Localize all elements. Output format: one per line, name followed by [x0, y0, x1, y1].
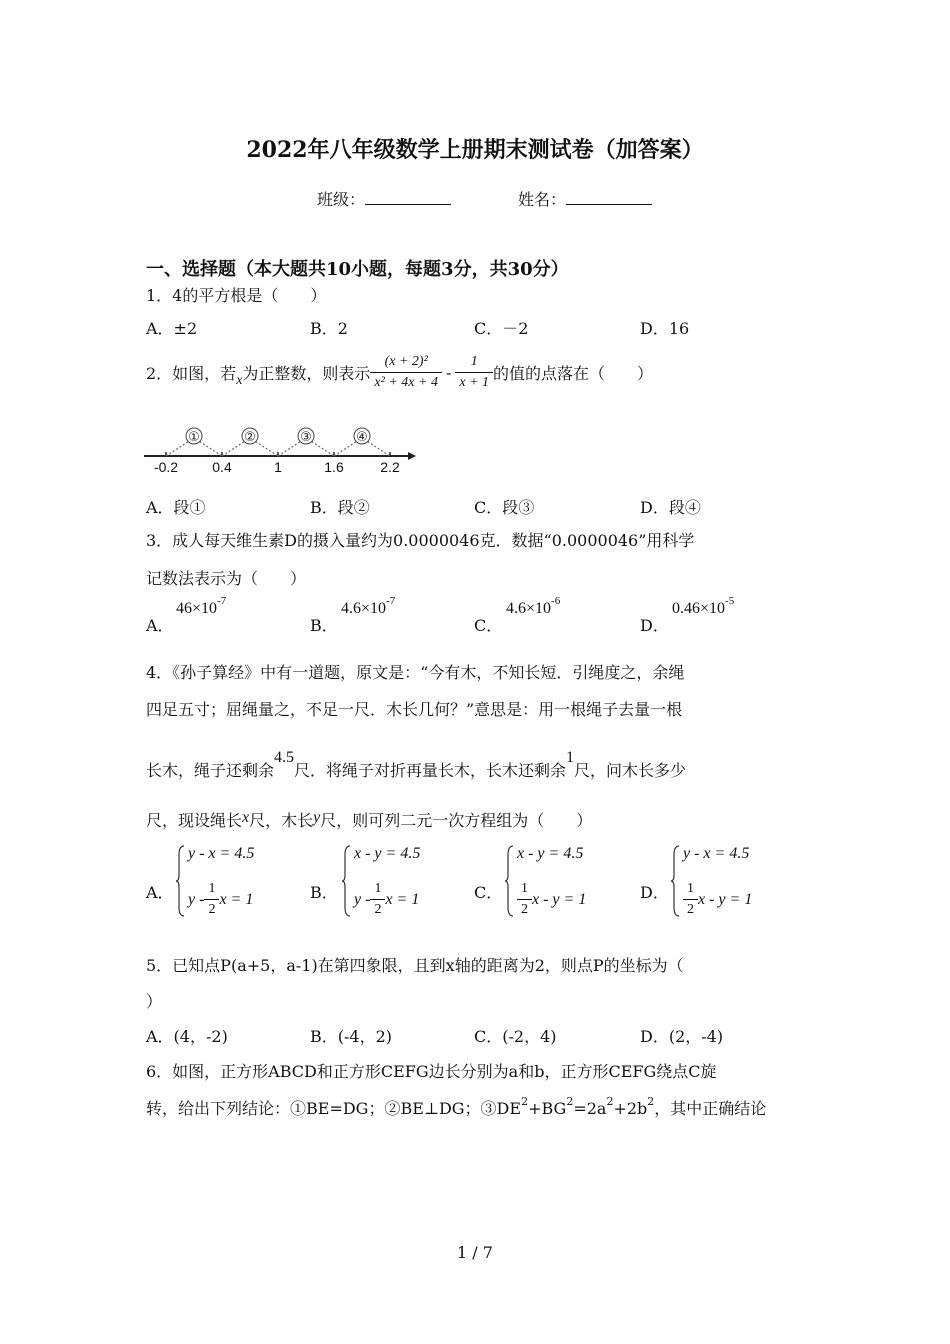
- q4-b-eq1: x - y = 4.5: [354, 845, 421, 862]
- q3-b-base: 4.6×10: [341, 600, 387, 617]
- brace-icon: [671, 845, 681, 917]
- page-number: 1 / 7: [457, 1243, 493, 1262]
- q6-line2-b: +BG: [528, 1099, 567, 1118]
- number-line-tick-label: 1.6: [324, 459, 344, 475]
- page-title: 2022年八年级数学上册期末测试卷（加答案）: [246, 137, 704, 163]
- half-num: 1: [204, 879, 219, 900]
- q4-var-x: x: [242, 809, 250, 826]
- q1-option-a: A．±2: [146, 319, 198, 338]
- half-num: 1: [370, 879, 385, 900]
- number-line-tick-label: -0.2: [153, 459, 179, 475]
- q1-option-c: C．－2: [474, 319, 529, 338]
- q2-fraction-2: [455, 352, 493, 393]
- q4-line2: 四足五寸；屈绳量之，不足一尺．木长几何？”意思是：用一根绳子去量一根: [146, 700, 683, 719]
- q3-b-exp: -7: [386, 595, 396, 607]
- q6-sq-4: 2: [647, 1095, 655, 1108]
- q2-frac2-num: 1: [455, 352, 493, 373]
- q5-option-c: C．(-2，4): [474, 1027, 557, 1046]
- q6-line1: 6．如图，正方形ABCD和正方形CEFG边长分别为a和b，正方形CEFG绕点C旋: [146, 1062, 717, 1081]
- q5-line2: ）: [146, 992, 163, 1011]
- q5-option-a: A．(4，-2): [146, 1027, 228, 1046]
- half-den: 2: [208, 902, 216, 917]
- brace-icon: [505, 845, 515, 917]
- q1-option-b: B．2: [310, 319, 348, 338]
- number-line-arrow: [408, 452, 416, 460]
- q2-fraction-1: [370, 352, 442, 393]
- q3-a-exp: -7: [217, 595, 227, 607]
- half-den: 2: [374, 902, 382, 917]
- q2-option-a: A．段①: [146, 498, 206, 517]
- number-line-arcs: [166, 428, 390, 456]
- q4-d-eq2: [683, 879, 752, 920]
- q4-a-half: [204, 879, 219, 920]
- q3-c-exp: -6: [551, 595, 561, 607]
- q2-stem: [146, 352, 653, 393]
- q2-post: 的值的点落在（ ）: [493, 364, 654, 383]
- q6-sq-2: 2: [566, 1095, 574, 1108]
- q4-a-eq1: y - x = 4.5: [188, 845, 255, 862]
- q4-c-eq2-post: x - y = 1: [532, 890, 587, 908]
- brace-icon: [342, 845, 352, 917]
- q4-a-eq2-post: x = 1: [219, 890, 254, 908]
- q4-option-b-system: [342, 843, 452, 919]
- q3-line1: 3．成人每天维生素D的摄入量约为0.0000046克．数据“0.0000046”用科学: [146, 531, 695, 550]
- q4-line4-a: 尺，现设绳长: [146, 811, 243, 830]
- q3-option-d-value: [672, 595, 735, 618]
- q4-line1: 4．《孙子算经》中有一道题，原文是：“今有木，不知长短．引绳度之，余绳: [146, 663, 685, 682]
- q4-value-1: 1: [566, 749, 575, 766]
- q2-option-d: D．段④: [640, 498, 701, 517]
- half-den: 2: [687, 902, 694, 917]
- q2-var: x: [236, 372, 243, 388]
- q4-option-a-label: A．: [146, 883, 174, 902]
- number-line-tick-label: 1: [274, 459, 282, 475]
- q2-pre: 2．如图，若: [146, 364, 237, 383]
- q6-line2-d: +2b: [613, 1099, 648, 1118]
- q2-frac2-den: x + 1: [459, 375, 490, 390]
- q4-line4: [146, 808, 592, 831]
- q4-line3-a: 长木，绳子还剩余: [146, 761, 275, 780]
- q6-line2: [146, 1096, 766, 1119]
- q4-line3-b: 尺．将绳子对折再量长木，长木还剩余: [294, 761, 567, 780]
- q3-option-a-label: A．: [146, 616, 174, 635]
- q3-c-base: 4.6×10: [506, 600, 552, 617]
- q1-option-d: D．16: [640, 319, 690, 338]
- q4-option-d-system: [671, 843, 781, 919]
- q2-mid: 为正整数，则表示: [242, 364, 371, 383]
- section-heading: 一、选择题（本大题共10小题，每题3分，共30分）: [146, 259, 569, 280]
- class-field: [317, 187, 451, 210]
- q4-d-eq1: y - x = 4.5: [683, 845, 750, 862]
- q3-a-base: 46×10: [176, 600, 218, 617]
- q3-option-b-label: B．: [310, 616, 338, 635]
- q4-d-half: [683, 879, 698, 920]
- q4-a-eq2-pre: y -: [188, 890, 205, 908]
- q3-option-b-value: [341, 595, 396, 618]
- number-line-segment-label: ②: [244, 430, 256, 445]
- q4-line4-b: 尺，木长: [249, 811, 314, 830]
- q5-option-b: B．(-4，2): [310, 1027, 393, 1046]
- q3-option-a-value: [176, 595, 227, 618]
- q4-c-eq2: [517, 879, 586, 920]
- q4-line4-c: 尺，则可列二元一次方程组为（ ）: [320, 811, 593, 830]
- q3-option-d-label: D．: [640, 616, 669, 635]
- q4-b-eq2: [354, 879, 419, 920]
- q1-stem: 1．4的平方根是（ ）: [146, 286, 327, 305]
- q4-option-c-system: [505, 843, 615, 919]
- q2-minus: -: [445, 363, 452, 382]
- name-field: [518, 187, 652, 210]
- number-line-tick-label: 2.2: [380, 459, 400, 475]
- q3-d-base: 0.46×10: [672, 600, 726, 617]
- q4-b-half: [370, 879, 385, 920]
- q3-option-c-value: [506, 595, 561, 618]
- q5-line1: 5．已知点P(a+5，a-1)在第四象限，且到x轴的距离为2，则点P的坐标为（: [146, 956, 684, 975]
- name-blank: [566, 190, 652, 205]
- q4-value-4-5: 4.5: [274, 749, 295, 766]
- q4-b-eq2-pre: y -: [354, 890, 371, 908]
- q2-option-b: B．段②: [310, 498, 370, 517]
- number-line-segment-label: ①: [188, 430, 200, 445]
- number-line-figure: [140, 422, 420, 482]
- half-den: 2: [521, 902, 528, 917]
- q2-frac1-den: x² + 4x + 4: [374, 375, 438, 390]
- number-line-segment-label: ④: [356, 430, 368, 445]
- q3-d-exp: -5: [725, 595, 735, 607]
- q5-option-d: D．(2，-4): [640, 1027, 724, 1046]
- q4-b-eq2-post: x = 1: [385, 890, 420, 908]
- q6-line2-c: =2a: [573, 1099, 607, 1118]
- number-line-segment-label: ③: [300, 430, 312, 445]
- q4-option-d-label: D．: [640, 883, 669, 902]
- class-blank: [365, 190, 451, 205]
- q6-line2-e: ，其中正确结论: [654, 1099, 767, 1118]
- brace-icon: [176, 845, 186, 917]
- q6-sq-1: 2: [521, 1095, 529, 1108]
- q4-c-half: [517, 879, 532, 920]
- class-label: 班级：: [317, 190, 366, 209]
- q3-option-c-label: C．: [474, 616, 503, 635]
- q4-c-eq1: x - y = 4.5: [517, 845, 584, 862]
- q4-var-y: y: [313, 809, 321, 826]
- q4-a-eq2: [188, 879, 253, 920]
- q4-option-c-label: C．: [474, 883, 503, 902]
- number-line-tick-label: 0.4: [212, 459, 232, 475]
- half-num: 1: [683, 879, 698, 900]
- half-num: 1: [517, 879, 532, 900]
- q2-frac1-num: (x + 2)²: [370, 352, 442, 373]
- q6-sq-3: 2: [606, 1095, 614, 1108]
- q4-line3-c: 尺，问木长多少: [574, 761, 687, 780]
- q4-d-eq2-post: x - y = 1: [698, 890, 753, 908]
- name-label: 姓名：: [518, 190, 567, 209]
- q4-line3: [146, 749, 687, 781]
- q4-option-b-label: B．: [310, 883, 338, 902]
- q6-line2-a: 转，给出下列结论：①BE=DG；②BE⊥DG；③DE: [146, 1099, 522, 1118]
- q3-line2: 记数法表示为（ ）: [146, 569, 307, 588]
- q4-option-a-system: [176, 843, 286, 919]
- q2-option-c: C．段③: [474, 498, 535, 517]
